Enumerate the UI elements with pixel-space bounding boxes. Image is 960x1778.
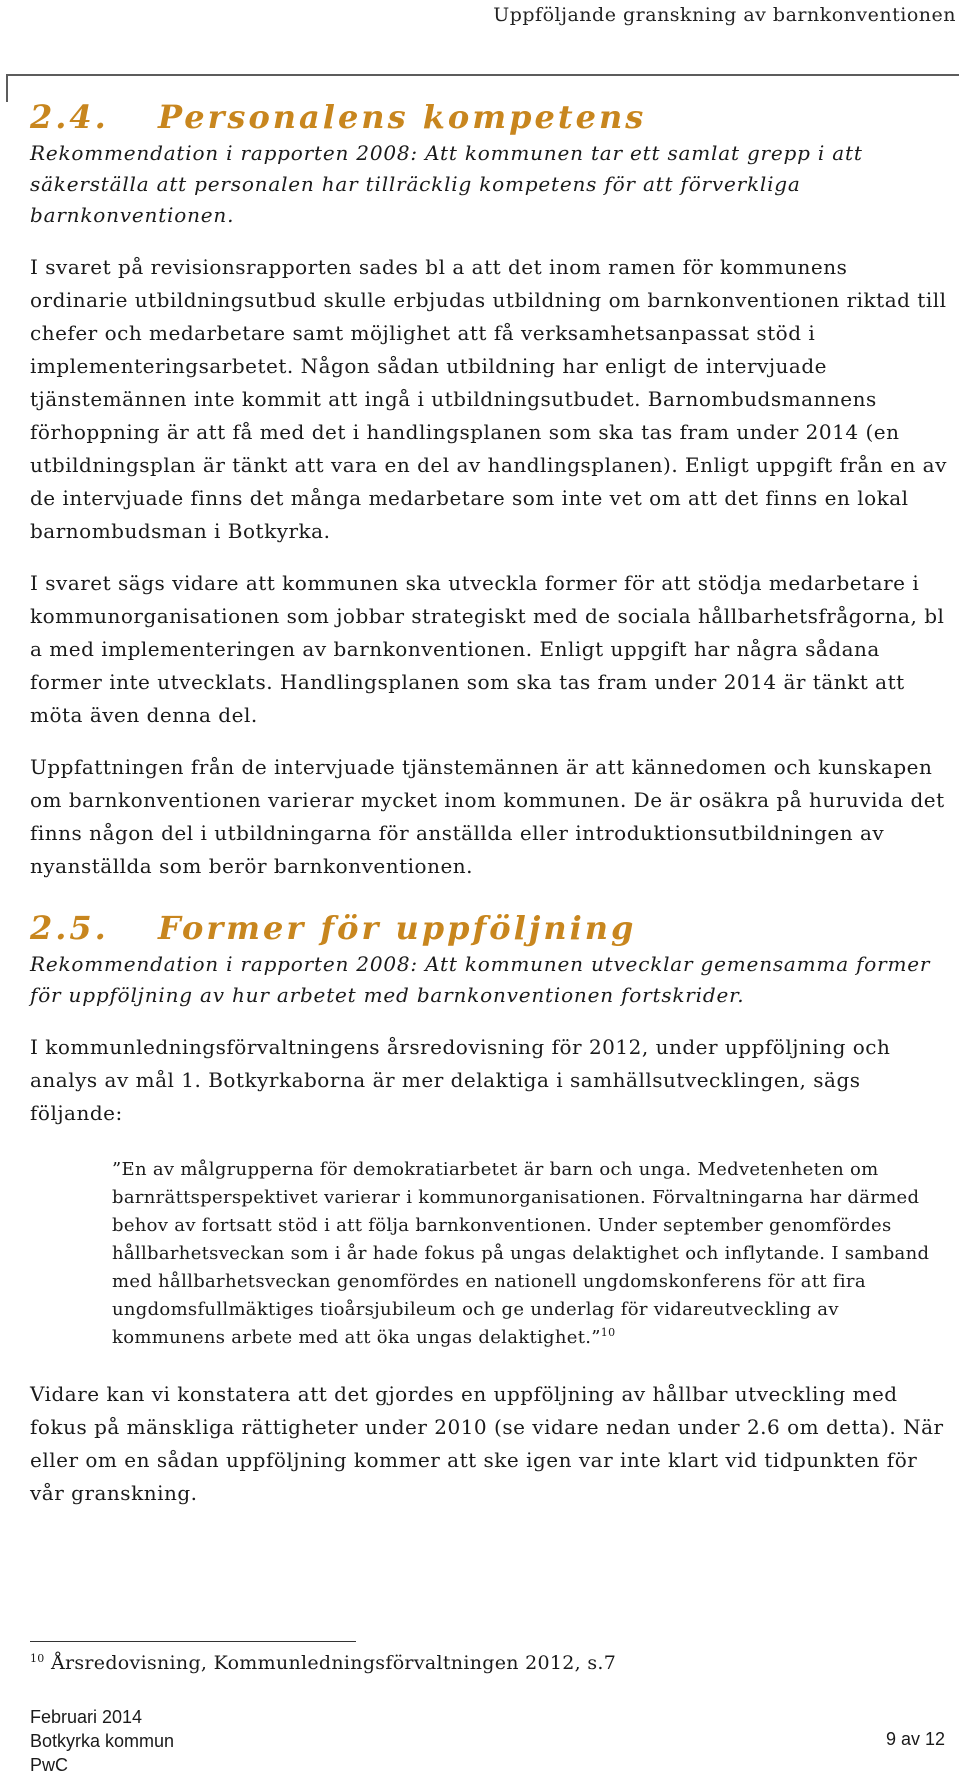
section-title: Personalens kompetens	[158, 98, 647, 136]
footer-date: Februari 2014	[30, 1707, 143, 1727]
paragraph: Vidare kan vi konstatera att det gjordes en uppföljning av hållbar utveckling med fokus på mänskliga rättigheter under 2010 (se vidare nedan under 2.6 om detta). När eller om en sådan uppföljning kommer att ske igen var inte klart vid tidpunkten för vår granskning.	[30, 1382, 944, 1505]
footnote-reference[interactable]: 10	[600, 1326, 616, 1339]
recommendation-2-4: Rekommendation i rapporten 2008: Att kommunen tar ett samlat grepp i att säkerställa att personalen har tillräcklig kompetens för att förverkliga barnkonventionen.	[30, 141, 863, 227]
section-2-4-heading	[30, 98, 950, 136]
footnote	[30, 1652, 616, 1674]
paragraph: I kommunledningsförvaltningens årsredovisning för 2012, under uppföljning och analys av mål 1. Botkyrkaborna är mer delaktiga i samhällsutvecklingen, sägs följande:	[30, 1035, 891, 1125]
section-title: Former för uppföljning	[158, 909, 637, 947]
header-rule	[6, 74, 959, 76]
page-number: 9 av 12	[885, 1729, 945, 1749]
footnote-number: 10	[30, 1652, 45, 1665]
section-number: 2.5.	[30, 909, 109, 947]
paragraph: I svaret på revisionsrapporten sades bl a att det inom ramen för kommunens ordinarie utbildningsutbud skulle erbjudas utbildning om barnkonventionen riktad till chefer och medarbetare samt möjlighet att få verksamhetsanpassat stöd i implementeringsarbetet. Någon sådan utbildning har enligt de intervjuade tjänstemännen inte kommit att ingå i utbildningsutbudet. Barnombudsmannens förhoppning är att få med det i handlingsplanen som ska tas fram under 2014 (en utbildningsplan är tänkt att vara en del av handlingsplanen). Enligt uppgift från en av de intervjuade finns det många medarbetare som inte vet om att det finns en lokal barnombudsman i Botkyrka.	[30, 255, 947, 543]
block-quote	[112, 1156, 950, 1352]
footer-firm: PwC	[30, 1755, 69, 1775]
page-footer	[30, 1705, 174, 1777]
quote-text: ”En av målgrupperna för demokratiarbetet är barn och unga. Medvetenheten om barnrättsperspektivet varierar i kommunorganisationen. Förvaltningarna har därmed behov av fortsatt stöd i att följa barnkonventionen. Under september genomfördes hållbarhetsveckan som i år hade fokus på ungas delaktighet och inflytande. I samband med hållbarhetsveckan genomfördes en nationell ungdomskonferens för att fira ungdomsfullmäktiges tioårsjubileum och ge underlag för vidareutveckling av kommunens arbete med att öka ungas delaktighet.”	[112, 1159, 930, 1348]
section-2-5-heading	[30, 909, 950, 947]
page-content	[30, 98, 950, 1510]
running-header: Uppföljande granskning av barnkonventionen	[493, 4, 956, 26]
paragraph: I svaret sägs vidare att kommunen ska utveckla former för att stödja medarbetare i kommunorganisationen som jobbar strategiskt med de sociala hållbarhetsfrågorna, bl a med implementeringen av barnkonventionen. Enligt uppgift har några sådana former inte utvecklats. Handlingsplanen som ska tas fram under 2014 är tänkt att möta även denna del.	[30, 571, 945, 727]
recommendation-2-5: Rekommendation i rapporten 2008: Att kommunen utvecklar gemensamma former för uppföljning av hur arbetet med barnkonventionen fortskrider.	[30, 952, 931, 1007]
header-rule-corner	[6, 74, 8, 102]
paragraph: Uppfattningen från de intervjuade tjänstemännen är att kännedomen och kunskapen om barnkonventionen varierar mycket inom kommunen. De är osäkra på huruvida det finns någon del i utbildningarna för anställda eller introduktionsutbildningen av nyanställda som berör barnkonventionen.	[30, 755, 945, 878]
footnote-rule	[30, 1641, 356, 1642]
section-number: 2.4.	[30, 98, 109, 136]
footer-organization: Botkyrka kommun	[30, 1731, 175, 1751]
footnote-text: Årsredovisning, Kommunledningsförvaltningen 2012, s.7	[44, 1652, 617, 1674]
